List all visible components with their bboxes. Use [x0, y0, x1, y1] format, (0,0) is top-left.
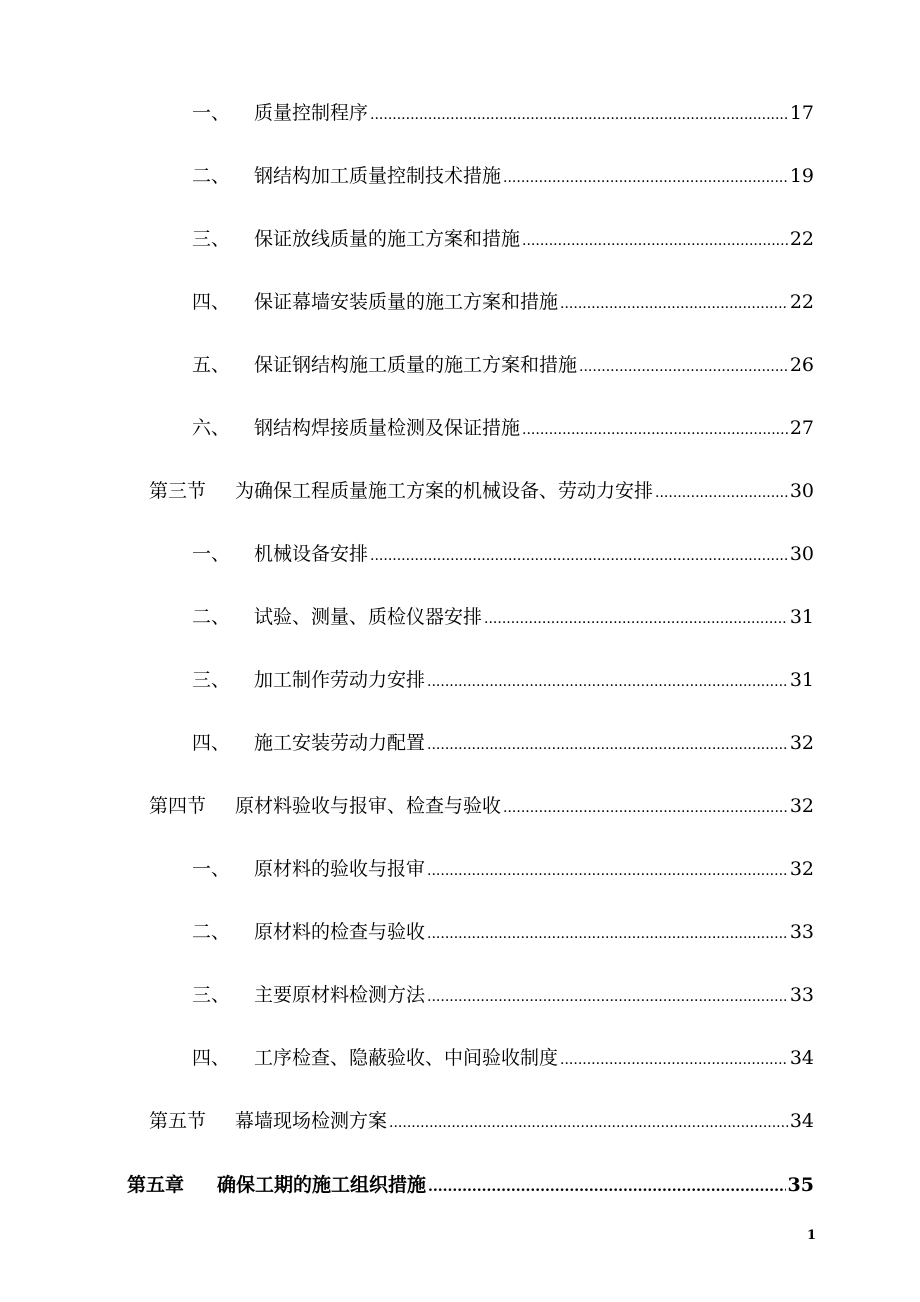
toc-entry-title: 钢结构加工质量控制技术措施 — [254, 165, 502, 187]
toc-section-entry — [149, 476, 814, 506]
toc-entry-number: 四、 — [192, 1047, 231, 1069]
toc-entry-number: 四、 — [192, 291, 231, 313]
toc-entry-number: 六、 — [192, 417, 231, 439]
toc-entry-number: 一、 — [192, 543, 231, 565]
dot-leader — [389, 1108, 788, 1138]
toc-entry-page: 19 — [789, 165, 814, 187]
toc-entry — [192, 161, 814, 191]
toc-entry — [192, 728, 814, 758]
dot-leader — [522, 226, 788, 256]
toc-entry-number: 一、 — [192, 102, 231, 124]
toc-entry-title: 主要原材料检测方法 — [254, 984, 426, 1006]
toc-entry-title: 施工安装劳动力配置 — [254, 732, 426, 754]
toc-entry — [192, 980, 814, 1010]
toc-entry-number: 五、 — [192, 354, 231, 376]
toc-entry-number: 二、 — [192, 606, 231, 628]
toc-entry-page: 34 — [789, 1047, 814, 1069]
toc-entry-title: 机械设备安排 — [254, 543, 369, 565]
toc-entry-title: 原材料验收与报审、检查与验收 — [235, 795, 502, 817]
toc-entry-title: 幕墙现场检测方案 — [235, 1110, 388, 1132]
toc-entry-title: 为确保工程质量施工方案的机械设备、劳动力安排 — [235, 480, 654, 502]
toc-entry-title: 钢结构焊接质量检测及保证措施 — [254, 417, 521, 439]
toc-entry — [192, 1043, 814, 1073]
toc-entry-number: 四、 — [192, 732, 231, 754]
toc-entry-number: 第四节 — [149, 795, 207, 817]
toc-section-entry — [149, 1106, 814, 1136]
toc-entry-number: 第三节 — [149, 480, 207, 502]
dot-leader — [503, 793, 788, 823]
toc-entry-page: 26 — [789, 354, 814, 376]
toc-entry — [192, 287, 814, 317]
toc-entry-page: 22 — [789, 291, 814, 313]
toc-entry — [192, 350, 814, 380]
toc-entry — [192, 539, 814, 569]
toc-entry — [192, 98, 814, 128]
toc-entry-title: 试验、测量、质检仪器安排 — [254, 606, 483, 628]
toc-entry-number: 三、 — [192, 984, 231, 1006]
toc-entry — [192, 602, 814, 632]
toc-entry-title: 原材料的检查与验收 — [254, 921, 426, 943]
toc-entry-title: 确保工期的施工组织措施 — [217, 1174, 427, 1196]
dot-leader — [427, 667, 788, 697]
toc-entry-number: 三、 — [192, 228, 231, 250]
toc-entry-number: 第五章 — [127, 1174, 185, 1196]
toc-entry-page: 31 — [789, 669, 814, 691]
toc-entry — [192, 917, 814, 947]
toc-entry — [192, 665, 814, 695]
toc-entry — [192, 224, 814, 254]
toc-entry-title: 质量控制程序 — [254, 102, 369, 124]
toc-entry-page: 34 — [789, 1110, 814, 1132]
dot-leader — [579, 352, 788, 382]
toc-entry-number: 二、 — [192, 921, 231, 943]
toc-entry-page: 32 — [789, 858, 814, 880]
dot-leader — [427, 856, 788, 886]
toc-entry-title: 保证钢结构施工质量的施工方案和措施 — [254, 354, 578, 376]
dot-leader — [428, 1172, 786, 1202]
toc-entry-page: 33 — [789, 984, 814, 1006]
toc-section-entry — [149, 791, 814, 821]
toc-entry-page: 31 — [789, 606, 814, 628]
toc-entry-title: 加工制作劳动力安排 — [254, 669, 426, 691]
toc-entry-page: 35 — [787, 1174, 814, 1196]
toc-entry-page: 22 — [789, 228, 814, 250]
toc-entry-page: 32 — [789, 795, 814, 817]
toc-entry — [192, 413, 814, 443]
dot-leader — [560, 1045, 788, 1075]
dot-leader — [655, 478, 788, 508]
toc-entry-number: 一、 — [192, 858, 231, 880]
toc-entry-number: 第五节 — [149, 1110, 207, 1132]
toc-entry-page: 32 — [789, 732, 814, 754]
toc-entry — [192, 854, 814, 884]
dot-leader — [427, 919, 788, 949]
dot-leader — [427, 730, 788, 760]
toc-entry-title: 保证幕墙安装质量的施工方案和措施 — [254, 291, 559, 313]
toc-entry-page: 17 — [789, 102, 814, 124]
dot-leader — [427, 982, 788, 1012]
dot-leader — [370, 100, 788, 130]
dot-leader — [503, 163, 788, 193]
toc-chapter-entry — [127, 1170, 814, 1200]
footer-page-number: 1 — [806, 1228, 816, 1243]
dot-leader — [484, 604, 788, 634]
dot-leader — [370, 541, 788, 571]
toc-entry-page: 27 — [789, 417, 814, 439]
toc-entry-number: 二、 — [192, 165, 231, 187]
dot-leader — [560, 289, 788, 319]
toc-entry-title: 原材料的验收与报审 — [254, 858, 426, 880]
toc-entry-title: 工序检查、隐蔽验收、中间验收制度 — [254, 1047, 559, 1069]
toc-entry-page: 30 — [789, 480, 814, 502]
toc-entry-number: 三、 — [192, 669, 231, 691]
toc-entry-page: 33 — [789, 921, 814, 943]
dot-leader — [522, 415, 788, 445]
toc-entry-page: 30 — [789, 543, 814, 565]
toc-entry-title: 保证放线质量的施工方案和措施 — [254, 228, 521, 250]
